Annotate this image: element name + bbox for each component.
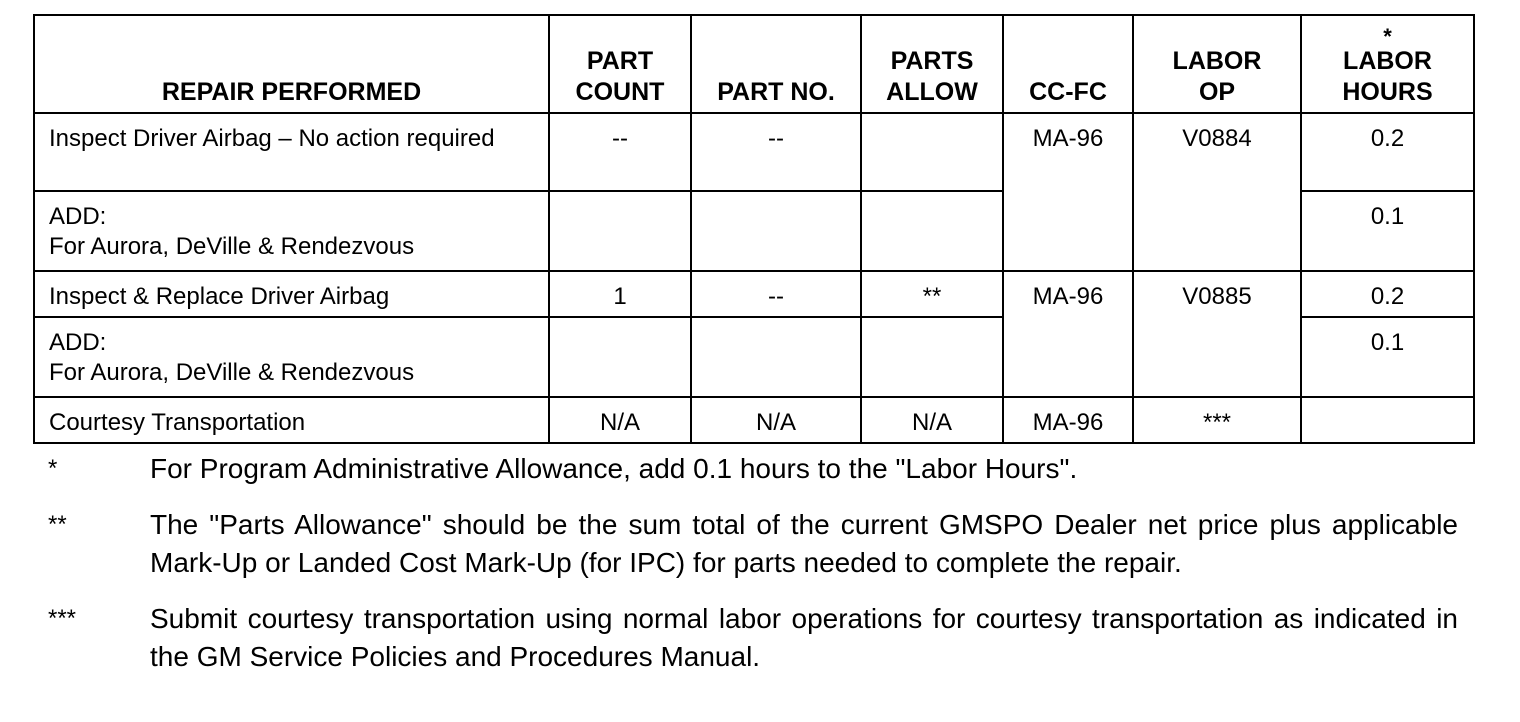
parts-allow-cell (861, 191, 1003, 271)
cc-fc-cell: MA-96 (1003, 113, 1133, 191)
parts-allow-cell: ** (861, 271, 1003, 317)
header-cc-fc: CC-FC (1003, 15, 1133, 113)
cc-fc-cell (1003, 191, 1133, 271)
repair-cell: Inspect & Replace Driver Airbag (34, 271, 549, 317)
labor-op-cell: *** (1133, 397, 1301, 443)
footnote (48, 506, 1458, 582)
footnote-mark: ** (48, 511, 67, 538)
labor-hours-cell (1301, 397, 1474, 443)
table-row (34, 191, 1474, 271)
part-no-cell: -- (691, 113, 861, 191)
repair-cell: Inspect Driver Airbag – No action required (34, 113, 549, 191)
table-row (34, 317, 1474, 397)
labor-hours-cell: 0.1 (1301, 317, 1474, 397)
header-part-count: PART COUNT (549, 15, 691, 113)
labor-op-cell: V0885 (1133, 271, 1301, 317)
parts-allow-cell (861, 317, 1003, 397)
table-row (34, 113, 1474, 191)
footnote-mark: *** (48, 605, 77, 632)
labor-hours-cell: 0.2 (1301, 271, 1474, 317)
footnotes (48, 450, 1458, 694)
repair-cell: ADD: For Aurora, DeVille & Rendezvous (34, 191, 549, 271)
repair-cell: Courtesy Transportation (34, 397, 549, 443)
part-count-cell: 1 (549, 271, 691, 317)
parts-allow-cell: N/A (861, 397, 1003, 443)
header-repair-performed: REPAIR PERFORMED (34, 15, 549, 113)
table-row (34, 271, 1474, 317)
cc-fc-cell: MA-96 (1003, 397, 1133, 443)
footnote-text: The "Parts Allowance" should be the sum total of the current GMSPO Dealer net price plus applicable Mark-Up or Landed Cost Mark-Up (for IPC) for parts needed to complete the repair. (150, 509, 1458, 578)
repair-cell: ADD: For Aurora, DeVille & Rendezvous (34, 317, 549, 397)
header-labor-hours: * LABOR HOURS (1301, 15, 1474, 113)
part-no-cell: -- (691, 271, 861, 317)
header-parts-allow: PARTS ALLOW (861, 15, 1003, 113)
footnote-text: Submit courtesy transportation using normal labor operations for courtesy transportation as indicated in the GM Service Policies and Procedures Manual. (150, 603, 1458, 672)
labor-op-cell (1133, 317, 1301, 397)
labor-hours-cell: 0.1 (1301, 191, 1474, 271)
labor-hours-cell: 0.2 (1301, 113, 1474, 191)
footnote (48, 450, 1458, 488)
part-no-cell (691, 317, 861, 397)
part-count-cell: -- (549, 113, 691, 191)
part-count-cell (549, 191, 691, 271)
header-labor-op: LABOR OP (1133, 15, 1301, 113)
part-count-cell: N/A (549, 397, 691, 443)
part-no-cell (691, 191, 861, 271)
footnote (48, 600, 1458, 676)
part-no-cell: N/A (691, 397, 861, 443)
cc-fc-cell: MA-96 (1003, 271, 1133, 317)
footnote-mark: * (48, 455, 58, 482)
table-header-row (34, 15, 1474, 113)
parts-allow-cell (861, 113, 1003, 191)
cc-fc-cell (1003, 317, 1133, 397)
footnote-text: For Program Administrative Allowance, add 0.1 hours to the "Labor Hours". (150, 453, 1078, 484)
repair-table (33, 14, 1475, 444)
part-count-cell (549, 317, 691, 397)
table-row (34, 397, 1474, 443)
header-part-no: PART NO. (691, 15, 861, 113)
labor-op-cell (1133, 191, 1301, 271)
labor-op-cell: V0884 (1133, 113, 1301, 191)
